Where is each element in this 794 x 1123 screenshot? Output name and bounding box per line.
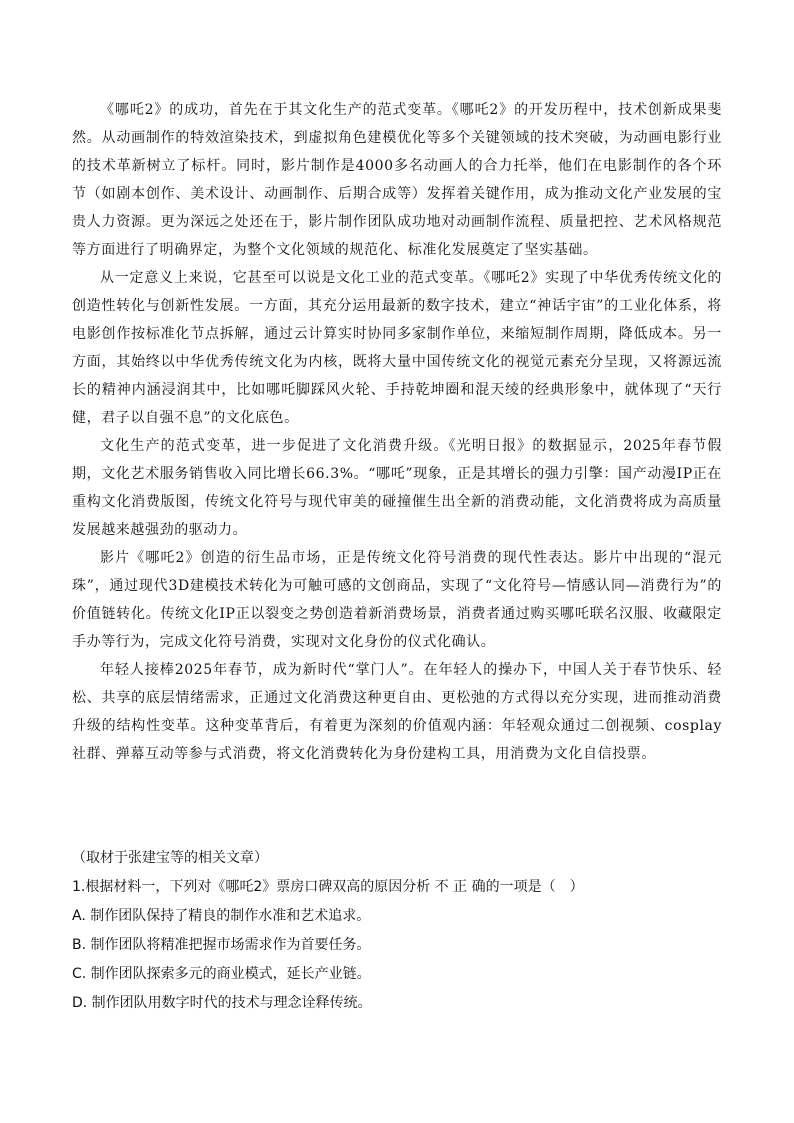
article-paragraph-2: 从一定意义上来说，它甚至可以说是文化工业的范式变革。《哪吒2》实现了中华优秀传统文化的创造性转化与创新性发展。一方面，其充分运用最新的数字技术，建立“神话宇宙”的工业化体系，将电影创作按标准化节点拆解，通过云计算实时协同多家制作单位，来缩短制作周期，降低成本。另一方面，其始终以中华优秀传统文化为内核，既将大量中国传统文化的视觉元素充分呈现，又将源远流长的精神内涵浸润其中，比如哪吒脚踩风火轮、手持乾坤圈和混天绫的经典形象中，就体现了“天行健，君子以自强不息”的文化底色。 [72,270,722,426]
option-c: C. 制作团队探索多元的商业模式，延长产业链。 [72,966,371,982]
option-a: A. 制作团队保持了精良的制作水准和艺术追求。 [72,908,371,924]
source-note: （取材于张建宝等的相关文章） [72,850,268,866]
article-paragraph-5: 年轻人接棒2025年春节，成为新时代“掌门人”。在年轻人的操办下，中国人关于春节快乐、轻松、共享的底层情绪需求，正通过文化消费这种更自由、更松弛的方式得以充分实现，进而推动消费升级的结构性变革。这种变革背后，有着更为深刻的价值观内涵：年轻观众通过二创视频、cosplay社群、弹幕互动等参与式消费，将文化消费转化为身份建构工具，用消费为文化自信投票。 [72,662,722,762]
option-d: D. 制作团队用数字时代的技术与理念诠释传统。 [72,995,372,1011]
option-b: B. 制作团队将精准把握市场需求作为首要任务。 [72,937,371,953]
article-paragraph-1: 《哪吒2》的成功，首先在于其文化生产的范式变革。《哪吒2》的开发历程中，技术创新成果斐然。从动画制作的特效渲染技术，到虚拟角色建模优化等多个关键领域的技术突破，为动画电影行业的技术革新树立了标杆。同时，影片制作是4000多名动画人的合力托举，他们在电影制作的各个环节（如剧本创作、美术设计、动画制作、后期合成等）发挥着关键作用，成为推动文化产业发展的宝贵人力资源。更为深远之处还在于，影片制作团队成功地对动画制作流程、质量把控、艺术风格规范等方面进行了明确界定，为整个文化领域的规范化、标准化发展奠定了坚实基础。 [72,102,722,258]
question-stem: 1.根据材料一，下列对《哪吒2》票房口碑双高的原因分析 不 正 确的一项是（ ） [72,879,584,895]
article-paragraph-3: 文化生产的范式变革，进一步促进了文化消费升级。《光明日报》的数据显示，2025年春节假期，文化艺术服务销售收入同比增长66.3%。“哪吒”现象，正是其增长的强力引擎：国产动漫IP正在重构文化消费版图，传统文化符号与现代审美的碰撞催生出全新的消费动能，文化消费将成为高质量发展越来越强劲的驱动力。 [72,438,722,538]
article-paragraph-4: 影片《哪吒2》创造的衍生品市场，正是传统文化符号消费的现代性表达。影片中出现的“混元珠”，通过现代3D建模技术转化为可触可感的文创商品，实现了“文化符号—情感认同—消费行为”的价值链转化。传统文化IP正以裂变之势创造着新消费场景，消费者通过购买哪吒联名汉服、收藏限定手办等行为，完成文化符号消费，实现对文化身份的仪式化确认。 [72,550,722,650]
article-body [72,96,722,768]
question-section [72,844,722,1018]
